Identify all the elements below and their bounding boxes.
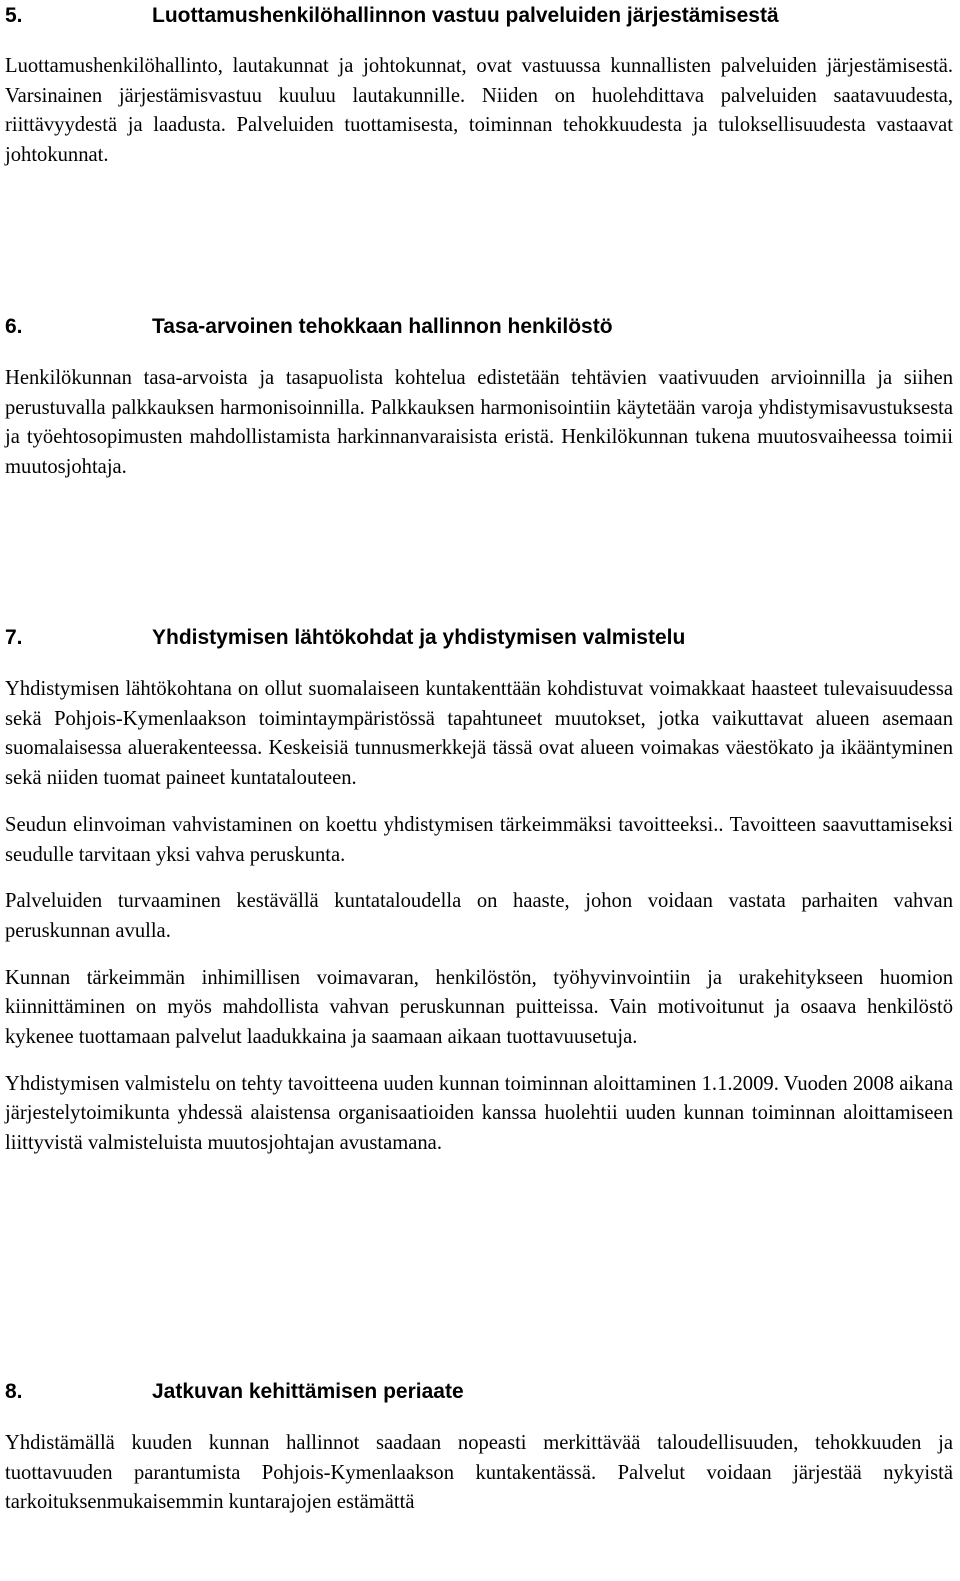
- section-number: 8.: [5, 1380, 23, 1403]
- section-heading: [5, 2, 953, 30]
- section-5: [5, 2, 953, 171]
- section-title: Yhdistymisen lähtökohdat ja yhdistymisen valmistelu: [152, 626, 686, 649]
- section-6: [5, 313, 953, 483]
- paragraph: Seudun elinvoiman vahvistaminen on koettu yhdistymisen tärkeimmäksi tavoitteeksi.. Tavoitteen saavuttamiseksi seudulle tarvitaan yksi vahva peruskunta.: [5, 813, 953, 866]
- paragraph: Luottamushenkilöhallinto, lautakunnat ja johtokunnat, ovat vastuussa kunnallisten palveluiden järjestämisestä. Varsinainen järjestämisvastuu kuuluu lautakunnille. Niiden on huolehdittava palveluiden saatavuudesta, riittävyydestä ja laadusta. Palveluiden tuottamisesta, toiminnan tehokkuudesta ja tuloksellisuudesta vastaavat johtokunnat.: [5, 55, 953, 167]
- section-heading: [5, 624, 953, 652]
- section-number: 7.: [5, 626, 23, 649]
- paragraph: Palveluiden turvaaminen kestävällä kuntataloudella on haaste, johon voidaan vastata parhaiten vahvan peruskunnan avulla.: [5, 890, 953, 942]
- section-title: Tasa-arvoinen tehokkaan hallinnon henkilöstö: [152, 315, 613, 338]
- section-number: 6.: [5, 315, 23, 338]
- section-heading: [5, 313, 953, 341]
- paragraph: Kunnan tärkeimmän inhimillisen voimavaran, henkilöstön, työhyvinvointiin ja urakehitykseen huomion kiinnittäminen on myös mahdollista vahvan peruskunnan puitteissa. Vain motivoitunut ja osaava henkilöstö kykenee tuottamaan palvelut laadukkaina ja saamaan aikaan tuottavuusetuja.: [5, 966, 953, 1049]
- paragraph: Yhdistämällä kuuden kunnan hallinnot saadaan nopeasti merkittävää taloudellisuuden, tehokkuuden ja tuottavuuden parantumista Pohjois-Kymenlaakson kuntakentässä. Palvelut voidaan järjestää nykyistä tarkoituksenmukaisemmin kuntarajojen estämättä: [5, 1432, 953, 1514]
- section-number: 5.: [5, 4, 23, 27]
- section-title: Luottamushenkilöhallinnon vastuu palveluiden järjestämisestä: [152, 4, 779, 27]
- paragraph: Yhdistymisen lähtökohtana on ollut suomalaiseen kuntakenttään kohdistuvat voimakkaat haasteet tulevaisuudessa sekä Pohjois-Kymenlaakson toimintaympäristössä tapahtuneet muutokset, jotka vaikuttavat alueen asemaan suomalaisessa aluerakenteessa. Keskeisiä tunnusmerkkejä tässä ovat alueen voimakas väestökato ja ikääntyminen sekä niiden tuomat paineet kuntatalouteen.: [5, 678, 953, 790]
- section-title: Jatkuvan kehittämisen periaate: [152, 1380, 464, 1403]
- section-7: [5, 624, 953, 1159]
- section-heading: [5, 1378, 953, 1406]
- paragraph: Yhdistymisen valmistelu on tehty tavoitteena uuden kunnan toiminnan aloittaminen 1.1.2009. Vuoden 2008 aikana järjestelytoimikunta yhdessä alaistensa organisaatioiden kanssa huolehtii uuden kunnan toiminnan aloittamiseen liittyvistä valmisteluista muutosjohtajan avustamana.: [5, 1072, 953, 1155]
- section-8: [5, 1378, 953, 1518]
- paragraph: Henkilökunnan tasa-arvoista ja tasapuolista kohtelua edistetään tehtävien vaativuuden arvioinnilla ja siihen perustuvalla palkkauksen harmonisoinnilla. Palkkauksen harmonisointiin käytetään varoja yhdistymisavustuksesta ja työehtosopimusten mahdollistamista harkinnanvaraisista eristä. Henkilökunnan tukena muutosvaiheessa toimii muutosjohtaja.: [5, 367, 953, 479]
